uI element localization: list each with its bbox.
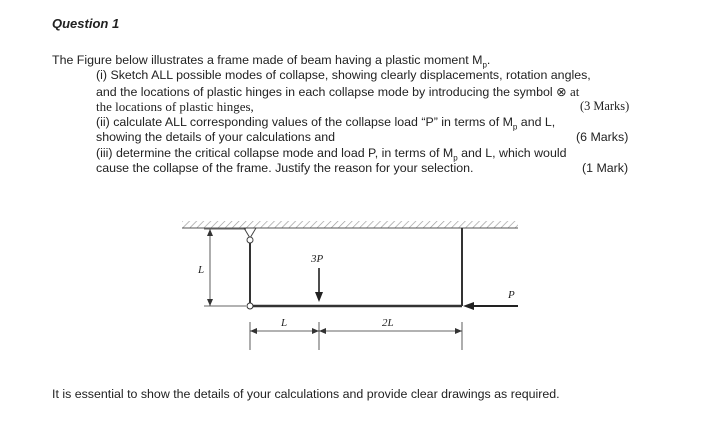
item1-line1: (i) Sketch ALL possible modes of collapse, showing clearly displacements, rotation angles, [96, 68, 591, 82]
intro-text: The Figure below illustrates a frame made of beam having a plastic moment $M_p$. [52, 53, 491, 70]
item3-line1: (iii) determine the critical collapse mode and load P, in terms of $M_p$ and L, which would [96, 146, 567, 163]
arrow-down-icon [315, 292, 323, 302]
question-title: Question 1 [52, 16, 120, 31]
item1-line3: the locations of plastic hinges, [96, 99, 254, 114]
dimension-arrow-icon [319, 328, 326, 334]
item3-line2: cause the collapse of the frame. Justify the reason for your selection. [96, 161, 474, 175]
item2-line2: showing the details of your calculations and [96, 130, 336, 144]
pin-support-icon [244, 228, 256, 243]
footer-note: It is essential to show the details of your calculations and provide clear drawings as required. [52, 387, 560, 401]
item1-marks: (3 Marks) [580, 99, 630, 113]
span-right-label: 2L [382, 317, 394, 329]
internal-hinge-icon [247, 303, 253, 309]
dimension-arrow-icon [250, 328, 257, 334]
item2-line1: (ii) calculate ALL corresponding values of the collapse load “P” in terms of $M_p$ and L, [96, 115, 556, 132]
item1-line2: and the locations of plastic hinges in each collapse mode by introducing the symbol ⊗ at [96, 84, 580, 99]
dimension-arrow-icon [207, 299, 213, 306]
item2-marks: (6 Marks) [576, 130, 629, 144]
dimension-arrow-icon [312, 328, 319, 334]
dimension-arrow-icon [455, 328, 462, 334]
ceiling-support [182, 221, 518, 228]
height-label: L [198, 264, 205, 276]
height-dimension [204, 229, 246, 306]
vertical-load-label: 3P [311, 253, 324, 265]
dimension-arrow-icon [207, 229, 213, 236]
arrow-left-icon [463, 302, 474, 310]
horizontal-load-label: P [508, 289, 515, 301]
plastic-hinge-symbol-icon: ⊗ [556, 85, 567, 99]
item3-marks: (1 Mark) [582, 161, 629, 175]
span-left-label: L [281, 317, 288, 329]
